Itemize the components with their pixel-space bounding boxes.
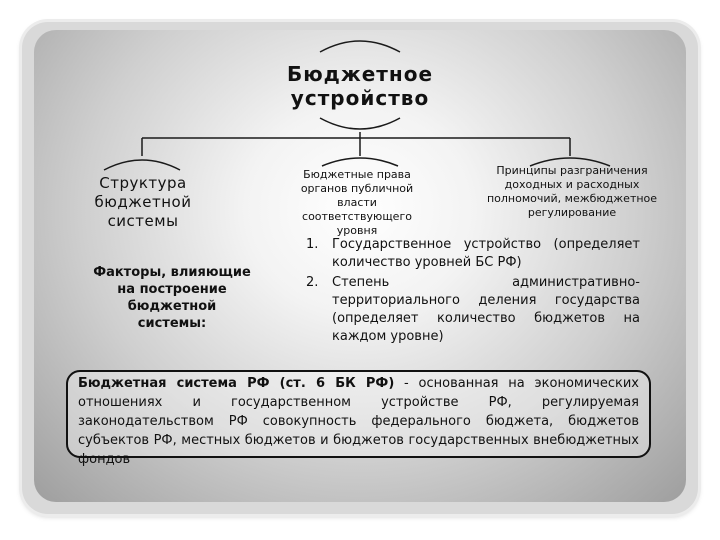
left-node-arc [104, 160, 180, 170]
list-item [300, 236, 640, 272]
mid-node-arc [322, 158, 398, 166]
definition-term: Бюджетная система РФ (ст. 6 БК РФ) [78, 376, 395, 391]
branch-principles-label: Принципы разграничения доходных и расходных полномочий, межбюджетное регулирование [486, 164, 658, 219]
list-item-text: Государственное устройство (определяет количество уровней БС РФ) [332, 237, 640, 270]
list-item-text: Степень административно-территориального деления государства (определяет количество бюджетов на каждом уровне) [332, 275, 640, 344]
branch-budget-rights-label: Бюджетные права органов публичной власти соответствующего уровня [300, 168, 414, 237]
branch-structure-label: Структура бюджетной системы [94, 174, 192, 230]
top-node-title: Бюджетное устройство [286, 62, 434, 110]
top-node-arc-lower [320, 118, 400, 129]
list-item-number: 1. [306, 237, 319, 252]
factors-heading: Факторы, влияющие на построение бюджетной системы: [93, 265, 251, 331]
list-item [300, 274, 640, 346]
top-node-arc-upper [320, 41, 400, 52]
list-item-number: 2. [306, 275, 319, 290]
definition-text: - основанная на экономических отношениях и государственном устройстве РФ, регулируемая законодательством РФ совокупность федерального бюджета, бюджетов субъектов РФ, местных бюджетов и бюджетов государственных внебюджетных фондов [78, 376, 640, 467]
factors-list [300, 236, 640, 348]
definition-box [66, 370, 651, 467]
